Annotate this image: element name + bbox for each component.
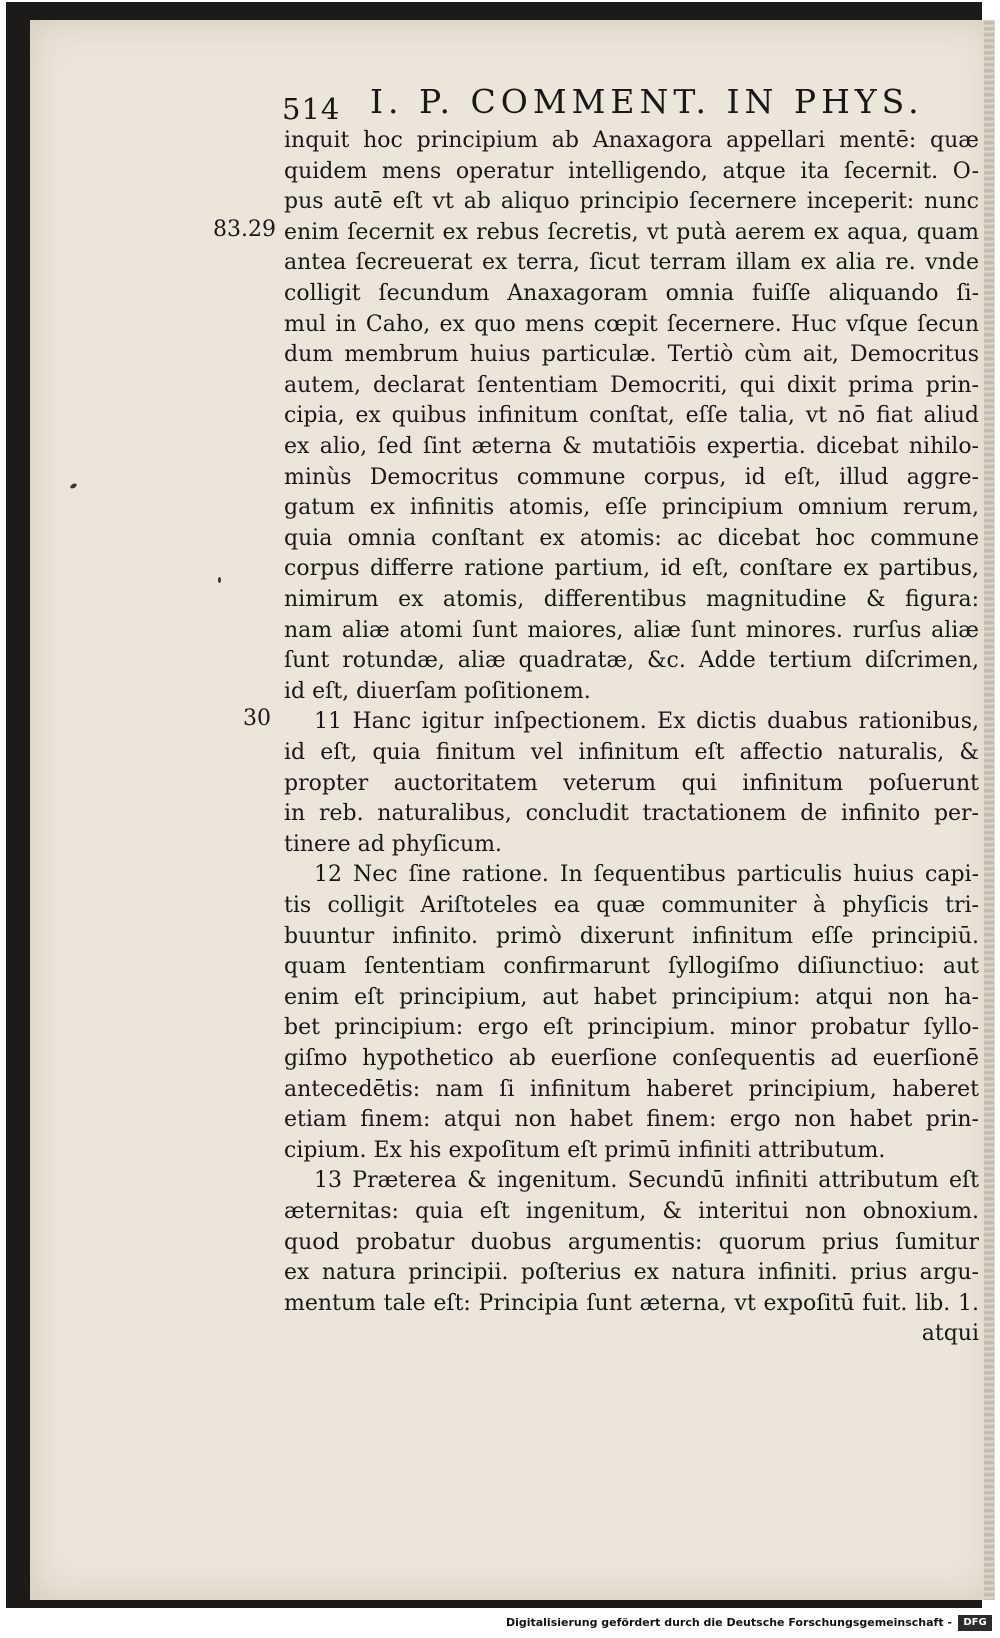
- page-edge: [984, 20, 994, 1600]
- text-line: colligit ſecundum Anaxagoram omnia fuiſſe aliquando ſi-: [284, 281, 979, 306]
- text-line: corpus differre ratione partium, id eſt, conſtare ex partibus,: [284, 556, 979, 582]
- text-line: tinere ad phyſicum.: [284, 831, 502, 857]
- text-line: quidem mens operatur intelligendo, atque ita ſecernit. O-: [284, 158, 979, 184]
- text-line: inquit hoc principium ab Anaxagora appellari mentē: quæ: [284, 128, 979, 153]
- text-line: ex alio, ſed ſint æterna & mutatiōis expertia. dicebat nihilo-: [284, 434, 979, 459]
- text-line: buuntur infinito. primò dixerunt infinitum eſſe principiū.: [284, 923, 979, 949]
- text-line: propter auctoritatem veterum qui infinitum poſuerunt: [284, 770, 979, 796]
- text-line: enim eſt principium, aut habet principium: atqui non ha-: [284, 984, 979, 1010]
- text-line: 11 Hanc igitur inſpectionem. Ex dictis duabus rationibus,: [314, 709, 979, 735]
- text-line: nam aliæ atomi ſunt maiores, aliæ ſunt minores. rurſus aliæ: [284, 617, 979, 643]
- text-line: cipia, ex quibus infinitum conſtat, eſſe talia, vt nō fiat aliud: [284, 403, 979, 429]
- funding-notice: Digitalisierung gefördert durch die Deutsche Forschungsgemeinschaft -: [505, 1616, 952, 1629]
- footer: [0, 1612, 1000, 1638]
- text-line: gatum ex infinitis atomis, eſſe principium omnium rerum,: [284, 495, 979, 521]
- text-line: atqui: [921, 1321, 979, 1347]
- text-line: enim ſecernit ex rebus ſecretis, vt putà aerem ex aqua, quam: [284, 219, 979, 245]
- text-line: minùs Democritus commune corpus, id eſt, illud aggre-: [284, 464, 979, 490]
- dfg-logo: DFG: [958, 1615, 992, 1631]
- text-line: 12 Nec ſine ratione. In ſequentibus particulis huius capi-: [314, 862, 979, 888]
- text-line: æternitas: quia eſt ingenitum, & interitui non obnoxium.: [284, 1199, 979, 1224]
- text-line: tis colligit Ariſtoteles ea quæ communiter à phyſicis tri-: [284, 893, 979, 918]
- text-line: ex natura principii. poſterius ex natura infiniti. prius argu-: [284, 1260, 979, 1286]
- text-line: in reb. naturalibus, concludit tractationem de infinito per-: [284, 801, 979, 827]
- margin-note: 83.29: [213, 216, 276, 242]
- ink-speck: [218, 577, 221, 583]
- text-line: id eſt, quia finitum vel infinitum eſt affectio naturalis, &: [284, 740, 979, 765]
- text-line: mul in Caho, ex quo mens cœpit ſecernere. Huc vſque ſecun: [284, 311, 979, 337]
- margin-note: 30: [243, 706, 271, 732]
- text-line: dum membrum huius particulæ. Tertiò cùm ait, Democritus: [284, 342, 979, 368]
- text-line: nimirum ex atomis, differentibus magnitudine & figura:: [284, 587, 979, 612]
- text-line: antecedētis: nam ſi infinitum haberet principium, haberet: [284, 1076, 979, 1102]
- text-line: giſmo hypothetico ab euerſione conſequentis ad euerſionē: [284, 1046, 979, 1071]
- text-line: pus autē eſt vt ab aliquo principio ſecernere inceperit: nunc: [284, 189, 979, 215]
- text-line: ſunt rotundæ, aliæ quadratæ, &c. Adde tertium diſcrimen,: [284, 648, 979, 674]
- text-line: quia omnia conſtant ex atomis: ac dicebat hoc commune: [284, 525, 979, 551]
- text-line: autem, declarat ſententiam Democriti, qui dixit prima prin-: [284, 372, 979, 398]
- text-line: antea ſecreuerat ex terra, ſicut terram illam ex alia re. vnde: [284, 250, 979, 276]
- text-line: quod probatur duobus argumentis: quorum prius ſumitur: [284, 1229, 979, 1255]
- text-line: bet principium: ergo eſt principium. minor probatur ſyllo-: [284, 1015, 979, 1041]
- text-line: mentum tale eſt: Principia ſunt æterna, vt expoſitū fuit. lib. 1.: [284, 1290, 979, 1316]
- running-header: [282, 78, 982, 128]
- text-line: etiam finem: atqui non habet finem: ergo non habet prin-: [284, 1107, 979, 1133]
- text-line: cipium. Ex his expoſitum eſt primū infiniti attributum.: [284, 1137, 886, 1163]
- text-line: id eſt, diuerſam poſitionem.: [284, 678, 591, 704]
- text-line: 13 Præterea & ingenitum. Secundū infiniti attributum eſt: [314, 1168, 979, 1194]
- text-line: quam ſententiam confirmarunt ſyllogiſmo diſiunctiuo: aut: [284, 954, 979, 980]
- page-number: 514: [282, 92, 341, 126]
- running-title: I. P. COMMENT. IN PHYS.: [370, 82, 924, 121]
